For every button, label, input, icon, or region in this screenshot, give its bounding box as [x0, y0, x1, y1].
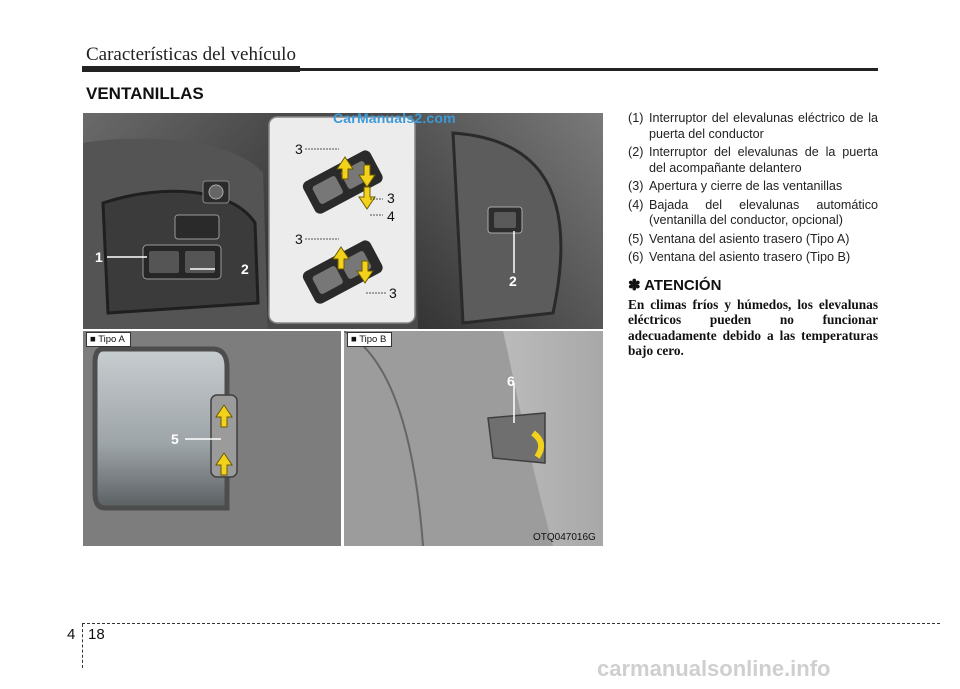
header-rule	[82, 68, 878, 71]
list-item: (5) Ventana del asiento trasero (Tipo A)	[628, 231, 850, 246]
attention-title: ✽ ATENCIÓN	[628, 277, 722, 294]
list-item: (2) Interruptor del elevalunas de la puerta del acompañante delantero	[628, 145, 878, 175]
callout-3c: 3	[295, 231, 303, 247]
legend-list	[628, 111, 878, 269]
section-title: VENTANILLAS	[86, 84, 204, 103]
tipo-a-tag: ■ Tipo A	[86, 332, 131, 347]
callout-2-left: 2	[241, 261, 249, 277]
watermark-text: CarManuals2.com	[333, 113, 456, 126]
page-number: 18	[88, 626, 105, 643]
footer-rule	[82, 623, 940, 624]
attention-body: En climas fríos y húmedos, los elevalunas eléctricos pueden no funcionar adecuadamente debido a las temperaturas bajo cero.	[628, 297, 878, 359]
callout-3b: 3	[387, 190, 395, 206]
callout-5: 5	[171, 431, 179, 447]
callout-2-right: 2	[509, 273, 517, 289]
callout-6: 6	[507, 373, 515, 389]
footer-vertical-rule	[82, 624, 83, 668]
list-item: (1) Interruptor del elevalunas eléctrico de la puerta del conductor	[628, 111, 878, 141]
figure-code: OTQ047016G	[533, 532, 596, 543]
window-controls-figure	[83, 113, 603, 546]
page-header-title: Características del vehículo	[86, 44, 296, 65]
callout-3a: 3	[295, 141, 303, 157]
callout-3d: 3	[389, 285, 397, 301]
chapter-number: 4	[67, 626, 76, 643]
list-item: (4) Bajada del elevalunas automático (ventanilla del conductor, opcional)	[628, 197, 878, 227]
list-item: (6) Ventana del asiento trasero (Tipo B)	[628, 250, 851, 264]
callout-4: 4	[387, 208, 395, 224]
tipo-b-tag: ■ Tipo B	[347, 332, 392, 347]
callout-1: 1	[95, 249, 103, 265]
list-item: (3) Apertura y cierre de las ventanillas	[628, 179, 843, 193]
site-watermark: carmanualsonline.info	[597, 656, 831, 681]
